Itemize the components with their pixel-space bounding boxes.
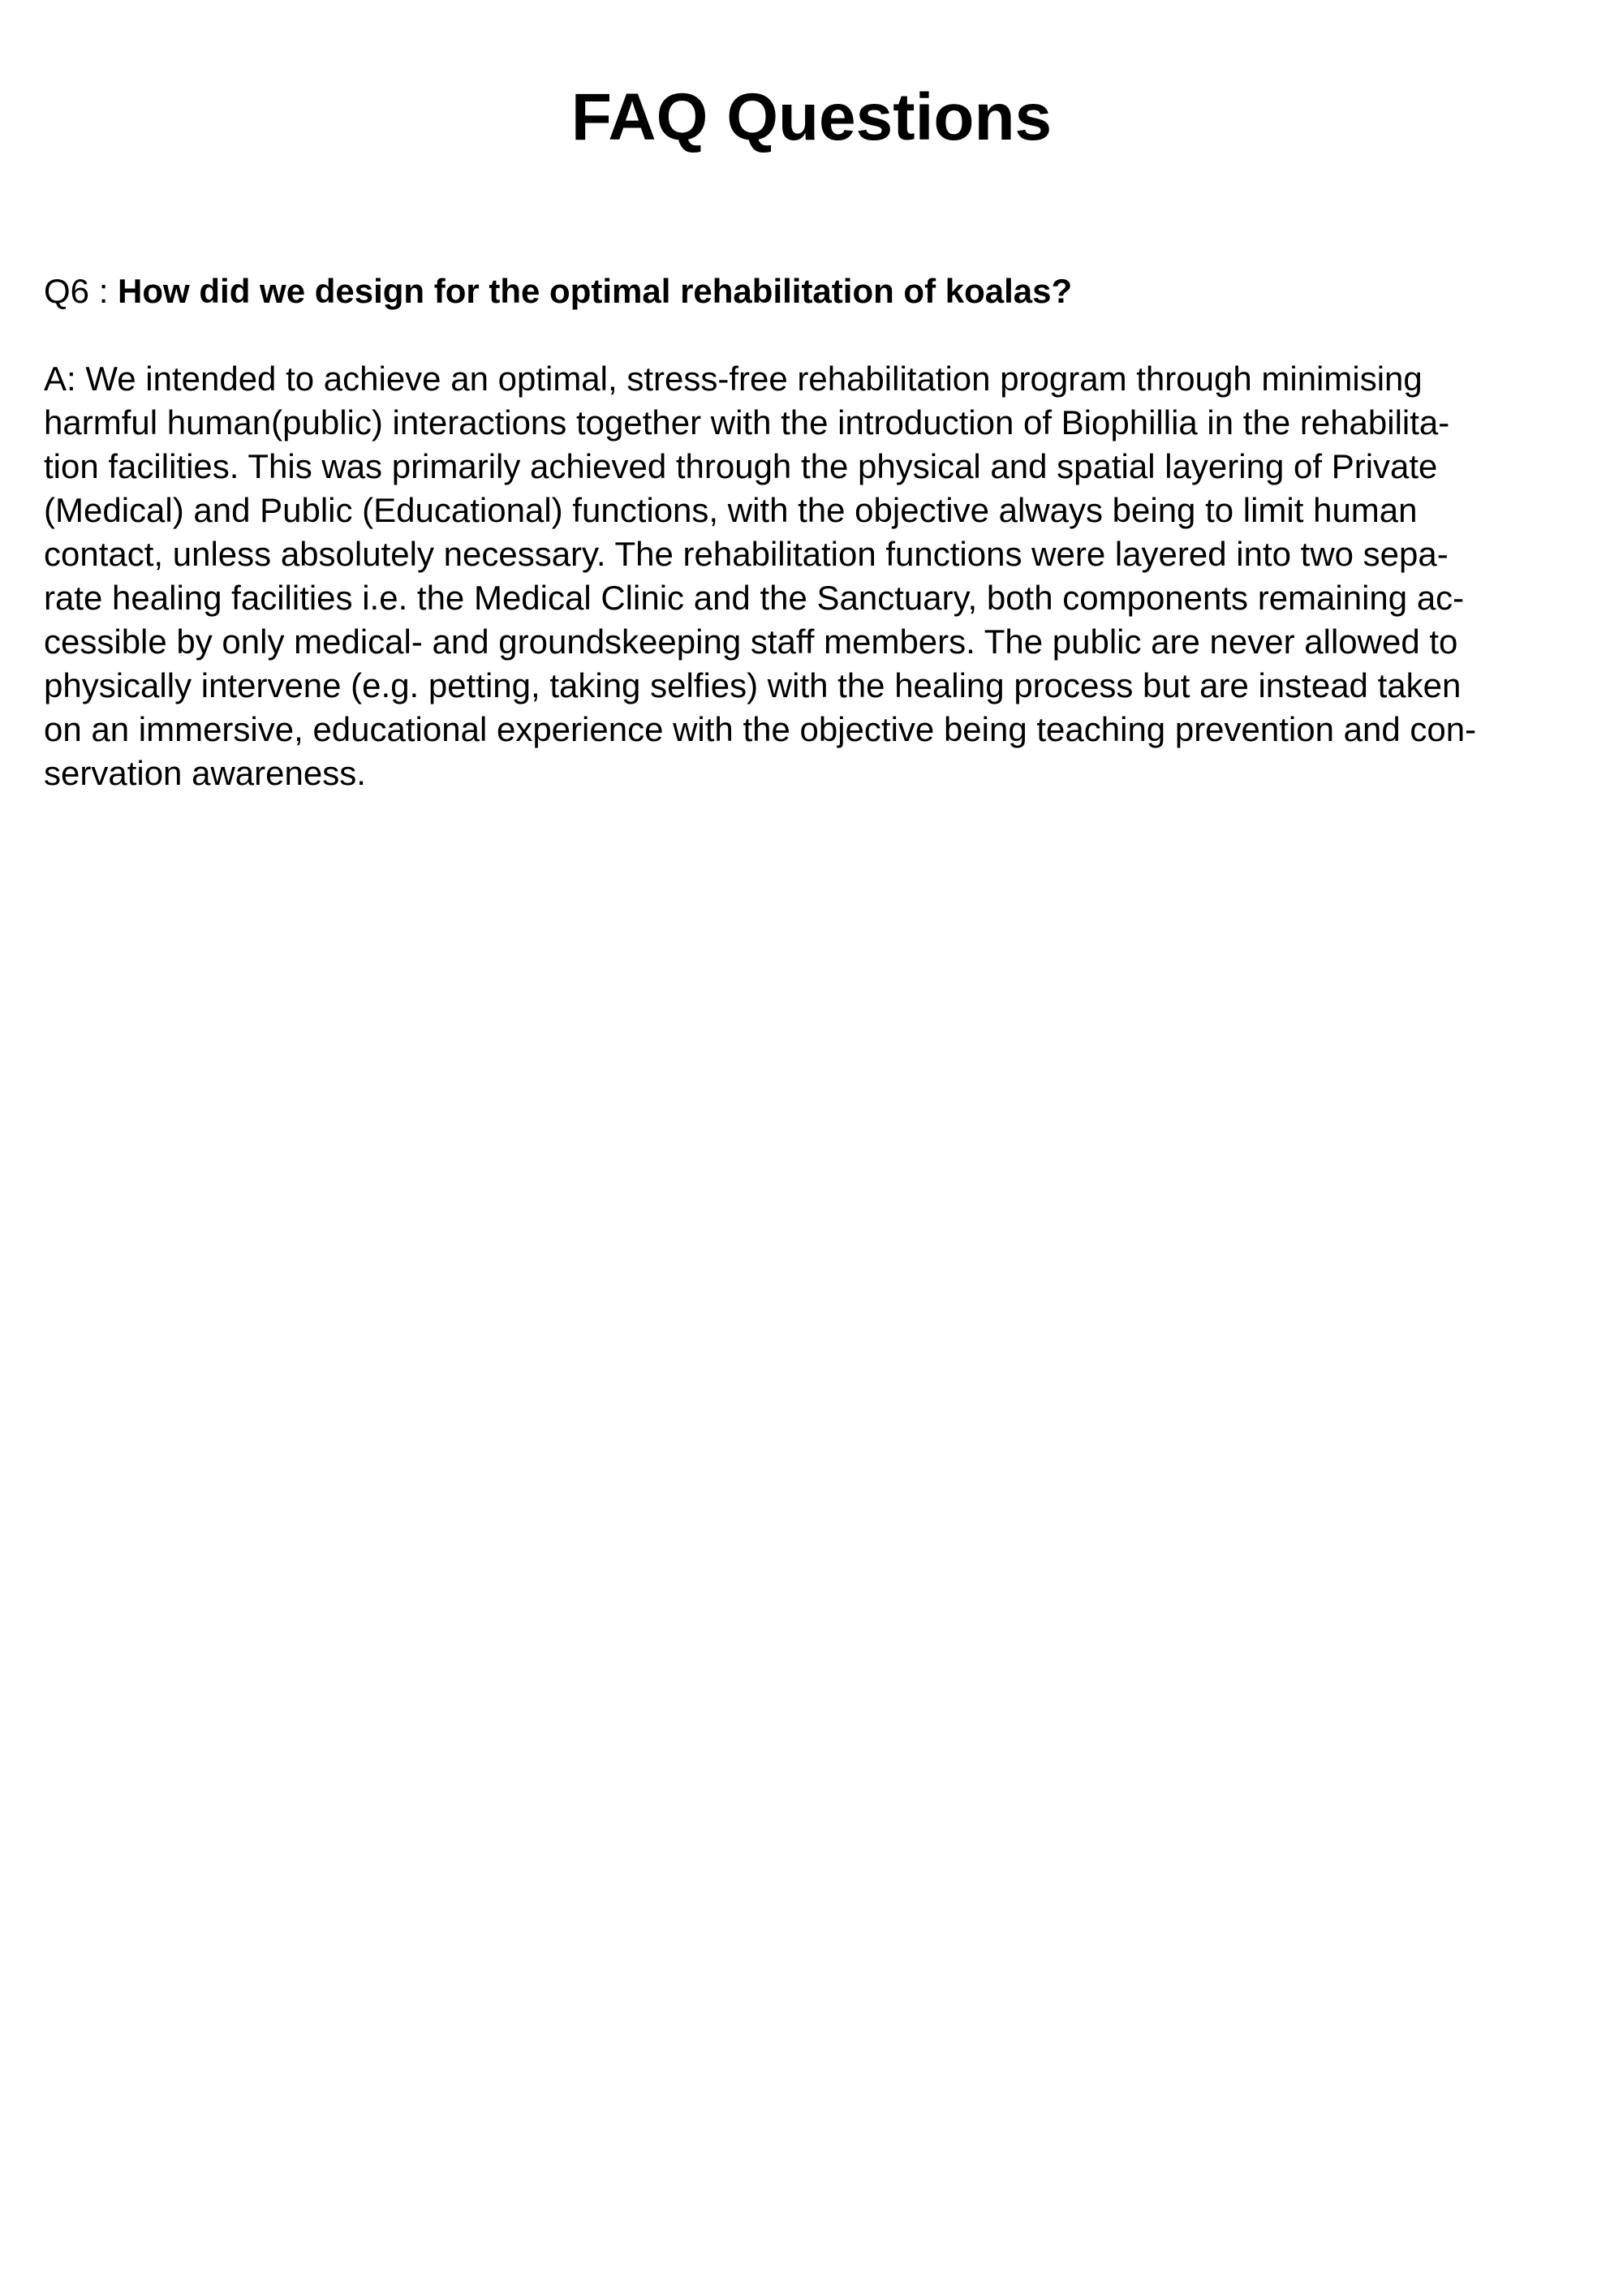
- answer-line: contact, unless absolutely necessary. The rehabilitation functions were layered into two sepa-: [44, 535, 1449, 573]
- faq-item: [44, 269, 1587, 795]
- page-title: FAQ Questions: [570, 80, 1053, 154]
- question-text: How did we design for the optimal rehabilitation of koalas?: [118, 272, 1073, 310]
- faq-answer: [44, 357, 1587, 795]
- question-label: Q6 :: [44, 272, 118, 310]
- answer-line: physically intervene (e.g. petting, taking selfies) with the healing process but are instead taken: [44, 666, 1462, 704]
- answer-line: tion facilities. This was primarily achieved through the physical and spatial layering of Private: [44, 447, 1438, 485]
- answer-line: rate healing facilities i.e. the Medical Clinic and the Sanctuary, both components remaining ac-: [44, 579, 1465, 617]
- answer-line: harmful human(public) interactions together with the introduction of Biophillia in the rehabilita-: [44, 403, 1450, 442]
- answer-line: on an immersive, educational experience with the objective being teaching prevention and con-: [44, 710, 1477, 748]
- answer-line: cessible by only medical- and groundskeeping staff members. The public are never allowed to: [44, 622, 1458, 661]
- faq-question: [44, 269, 1587, 313]
- answer-line: (Medical) and Public (Educational) functions, with the objective always being to limit human: [44, 491, 1418, 529]
- answer-line: servation awareness.: [44, 754, 366, 792]
- answer-line: A: We intended to achieve an optimal, stress-free rehabilitation program through minimising: [44, 360, 1423, 398]
